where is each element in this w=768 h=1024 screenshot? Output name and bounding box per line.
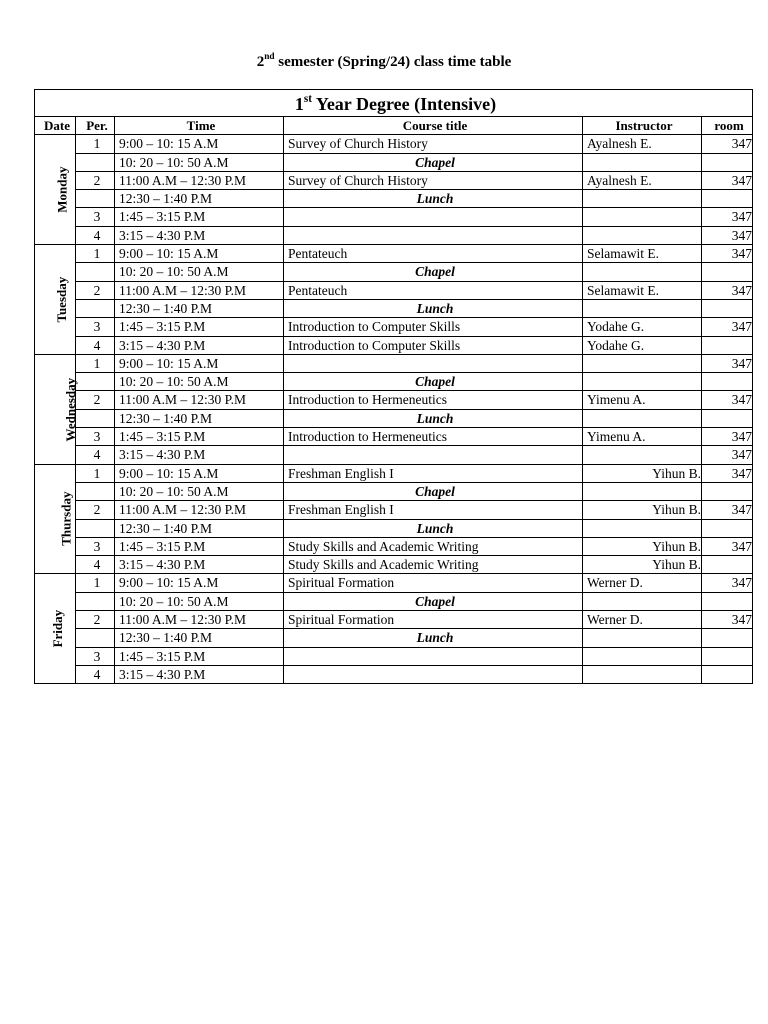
day-name: Friday (50, 610, 66, 648)
period-cell: 3 (76, 208, 115, 226)
instructor-cell (583, 592, 702, 610)
period-cell: 3 (76, 537, 115, 555)
schedule-row (35, 208, 753, 226)
period-cell: 2 (76, 171, 115, 189)
course-cell: Freshman English I (284, 501, 583, 519)
room-cell (702, 556, 753, 574)
period-cell: 4 (76, 665, 115, 683)
room-cell (702, 647, 753, 665)
day-label (35, 135, 76, 245)
room-cell (702, 299, 753, 317)
time-cell: 10: 20 – 10: 50 A.M (115, 592, 284, 610)
schedule-row (35, 611, 753, 629)
schedule-row (35, 629, 753, 647)
schedule-row (35, 464, 753, 482)
schedule-row (35, 171, 753, 189)
schedule-row (35, 153, 753, 171)
course-cell: Survey of Church History (284, 135, 583, 153)
room-cell: 347 (702, 171, 753, 189)
instructor-cell: Ayalnesh E. (583, 135, 702, 153)
course-cell (284, 446, 583, 464)
break-cell: Lunch (284, 190, 583, 208)
schedule-row (35, 336, 753, 354)
instructor-cell (583, 226, 702, 244)
break-cell: Chapel (284, 373, 583, 391)
room-cell (702, 336, 753, 354)
room-cell: 347 (702, 391, 753, 409)
time-cell: 10: 20 – 10: 50 A.M (115, 482, 284, 500)
time-cell: 12:30 – 1:40 P.M (115, 629, 284, 647)
time-cell: 9:00 – 10: 15 A.M (115, 574, 284, 592)
schedule-row (35, 226, 753, 244)
room-cell (702, 153, 753, 171)
header-instructor: Instructor (583, 117, 702, 135)
header-period: Per. (76, 117, 115, 135)
room-cell (702, 373, 753, 391)
instructor-cell (583, 190, 702, 208)
schedule-row (35, 263, 753, 281)
schedule-row (35, 574, 753, 592)
room-cell (702, 519, 753, 537)
title-rest: semester (Spring/24) class time table (274, 54, 512, 70)
course-cell: Introduction to Hermeneutics (284, 428, 583, 446)
schedule-row (35, 482, 753, 500)
course-cell: Introduction to Hermeneutics (284, 391, 583, 409)
break-cell: Chapel (284, 592, 583, 610)
table-title-prefix: 1 (294, 94, 304, 115)
course-cell: Study Skills and Academic Writing (284, 537, 583, 555)
time-cell: 3:15 – 4:30 P.M (115, 336, 284, 354)
schedule-row (35, 446, 753, 464)
course-cell: Spiritual Formation (284, 611, 583, 629)
room-cell: 347 (702, 208, 753, 226)
schedule-row (35, 373, 753, 391)
period-cell: 4 (76, 336, 115, 354)
period-cell: 3 (76, 428, 115, 446)
period-cell (76, 190, 115, 208)
time-cell: 11:00 A.M – 12:30 P.M (115, 611, 284, 629)
period-cell: 2 (76, 611, 115, 629)
time-cell: 11:00 A.M – 12:30 P.M (115, 391, 284, 409)
day-label (35, 464, 76, 574)
instructor-cell: Yimenu A. (583, 391, 702, 409)
time-cell: 9:00 – 10: 15 A.M (115, 464, 284, 482)
break-cell: Chapel (284, 263, 583, 281)
instructor-cell (583, 208, 702, 226)
period-cell: 1 (76, 245, 115, 263)
instructor-cell (583, 519, 702, 537)
room-cell: 347 (702, 354, 753, 372)
break-cell: Lunch (284, 519, 583, 537)
time-cell: 12:30 – 1:40 P.M (115, 299, 284, 317)
instructor-cell (583, 263, 702, 281)
time-cell: 10: 20 – 10: 50 A.M (115, 373, 284, 391)
instructor-cell: Ayalnesh E. (583, 171, 702, 189)
room-cell: 347 (702, 611, 753, 629)
room-cell: 347 (702, 446, 753, 464)
break-cell: Chapel (284, 153, 583, 171)
day-name: Wednesday (63, 377, 79, 442)
schedule-row (35, 245, 753, 263)
schedule-row (35, 318, 753, 336)
instructor-cell: Yodahe G. (583, 336, 702, 354)
room-cell: 347 (702, 281, 753, 299)
instructor-cell: Werner D. (583, 574, 702, 592)
schedule-row (35, 647, 753, 665)
day-label (35, 574, 76, 684)
period-cell (76, 373, 115, 391)
schedule-row (35, 428, 753, 446)
room-cell (702, 409, 753, 427)
room-cell: 347 (702, 464, 753, 482)
schedule-row (35, 592, 753, 610)
course-cell (284, 354, 583, 372)
instructor-cell: Yodahe G. (583, 318, 702, 336)
day-name: Thursday (58, 491, 74, 547)
period-cell (76, 409, 115, 427)
room-cell (702, 263, 753, 281)
time-cell: 3:15 – 4:30 P.M (115, 665, 284, 683)
schedule-row (35, 281, 753, 299)
room-cell: 347 (702, 501, 753, 519)
title-superscript: nd (264, 52, 275, 63)
time-cell: 1:45 – 3:15 P.M (115, 318, 284, 336)
time-cell: 12:30 – 1:40 P.M (115, 519, 284, 537)
period-cell (76, 299, 115, 317)
period-cell: 3 (76, 318, 115, 336)
time-cell: 3:15 – 4:30 P.M (115, 226, 284, 244)
room-cell: 347 (702, 428, 753, 446)
time-cell: 12:30 – 1:40 P.M (115, 409, 284, 427)
period-cell (76, 153, 115, 171)
instructor-cell (583, 647, 702, 665)
period-cell: 2 (76, 391, 115, 409)
period-cell: 2 (76, 501, 115, 519)
schedule-row (35, 299, 753, 317)
instructor-cell: Yihun B. (583, 501, 702, 519)
header-course-title: Course title (284, 117, 583, 135)
period-cell: 4 (76, 446, 115, 464)
instructor-cell (583, 299, 702, 317)
room-cell: 347 (702, 226, 753, 244)
time-cell: 11:00 A.M – 12:30 P.M (115, 281, 284, 299)
course-cell: Introduction to Computer Skills (284, 336, 583, 354)
day-name: Tuesday (54, 276, 70, 323)
time-cell: 10: 20 – 10: 50 A.M (115, 263, 284, 281)
course-cell (284, 647, 583, 665)
period-cell: 1 (76, 464, 115, 482)
room-cell (702, 629, 753, 647)
time-cell: 9:00 – 10: 15 A.M (115, 354, 284, 372)
room-cell: 347 (702, 537, 753, 555)
title-prefix: 2 (256, 54, 265, 70)
schedule-row (35, 537, 753, 555)
day-name: Monday (54, 166, 70, 213)
course-cell (284, 665, 583, 683)
instructor-cell: Yihun B. (583, 464, 702, 482)
period-cell (76, 482, 115, 500)
period-cell: 1 (76, 135, 115, 153)
room-cell (702, 592, 753, 610)
schedule-row (35, 556, 753, 574)
period-cell: 1 (76, 574, 115, 592)
instructor-cell: Yihun B. (583, 537, 702, 555)
break-cell: Lunch (284, 409, 583, 427)
day-label (35, 354, 79, 464)
time-cell: 1:45 – 3:15 P.M (115, 537, 284, 555)
period-cell (76, 519, 115, 537)
instructor-cell (583, 665, 702, 683)
time-cell: 1:45 – 3:15 P.M (115, 647, 284, 665)
instructor-cell: Yimenu A. (583, 428, 702, 446)
room-cell: 347 (702, 574, 753, 592)
course-cell: Study Skills and Academic Writing (284, 556, 583, 574)
course-cell (284, 208, 583, 226)
break-cell: Lunch (284, 299, 583, 317)
time-cell: 3:15 – 4:30 P.M (115, 446, 284, 464)
period-cell (76, 592, 115, 610)
time-cell: 3:15 – 4:30 P.M (115, 556, 284, 574)
schedule-row (35, 190, 753, 208)
header-room: room (702, 117, 753, 135)
instructor-cell (583, 153, 702, 171)
schedule-row (35, 501, 753, 519)
period-cell: 2 (76, 281, 115, 299)
instructor-cell (583, 482, 702, 500)
course-cell: Introduction to Computer Skills (284, 318, 583, 336)
table-title (35, 90, 753, 117)
room-cell: 347 (702, 135, 753, 153)
room-cell: 347 (702, 245, 753, 263)
instructor-cell (583, 354, 702, 372)
period-cell (76, 263, 115, 281)
timetable-body (35, 135, 753, 684)
break-cell: Lunch (284, 629, 583, 647)
table-title-rest: Year Degree (Intensive) (311, 94, 497, 115)
room-cell: 347 (702, 318, 753, 336)
instructor-cell: Selamawit E. (583, 281, 702, 299)
column-header-row (35, 117, 753, 135)
timetable (34, 89, 753, 684)
day-label (35, 245, 76, 355)
instructor-cell (583, 409, 702, 427)
break-cell: Chapel (284, 482, 583, 500)
room-cell (702, 482, 753, 500)
instructor-cell (583, 629, 702, 647)
time-cell: 12:30 – 1:40 P.M (115, 190, 284, 208)
table-title-superscript: st (303, 93, 312, 106)
document-title (0, 53, 768, 71)
course-cell (284, 226, 583, 244)
course-cell: Survey of Church History (284, 171, 583, 189)
instructor-cell: Yihun B. (583, 556, 702, 574)
schedule-row (35, 519, 753, 537)
instructor-cell (583, 373, 702, 391)
period-cell: 3 (76, 647, 115, 665)
schedule-row (35, 409, 753, 427)
time-cell: 1:45 – 3:15 P.M (115, 208, 284, 226)
time-cell: 1:45 – 3:15 P.M (115, 428, 284, 446)
schedule-row (35, 665, 753, 683)
schedule-row (35, 354, 753, 372)
period-cell: 4 (76, 556, 115, 574)
schedule-row (35, 391, 753, 409)
room-cell (702, 665, 753, 683)
time-cell: 9:00 – 10: 15 A.M (115, 245, 284, 263)
room-cell (702, 190, 753, 208)
period-cell (76, 629, 115, 647)
time-cell: 11:00 A.M – 12:30 P.M (115, 171, 284, 189)
course-cell: Freshman English I (284, 464, 583, 482)
course-cell: Pentateuch (284, 245, 583, 263)
time-cell: 9:00 – 10: 15 A.M (115, 135, 284, 153)
course-cell: Spiritual Formation (284, 574, 583, 592)
time-cell: 10: 20 – 10: 50 A.M (115, 153, 284, 171)
period-cell: 4 (76, 226, 115, 244)
time-cell: 11:00 A.M – 12:30 P.M (115, 501, 284, 519)
header-time: Time (115, 117, 284, 135)
instructor-cell: Selamawit E. (583, 245, 702, 263)
schedule-row (35, 135, 753, 153)
instructor-cell: Werner D. (583, 611, 702, 629)
instructor-cell (583, 446, 702, 464)
period-cell: 1 (76, 354, 115, 372)
header-date: Date (35, 117, 76, 135)
course-cell: Pentateuch (284, 281, 583, 299)
